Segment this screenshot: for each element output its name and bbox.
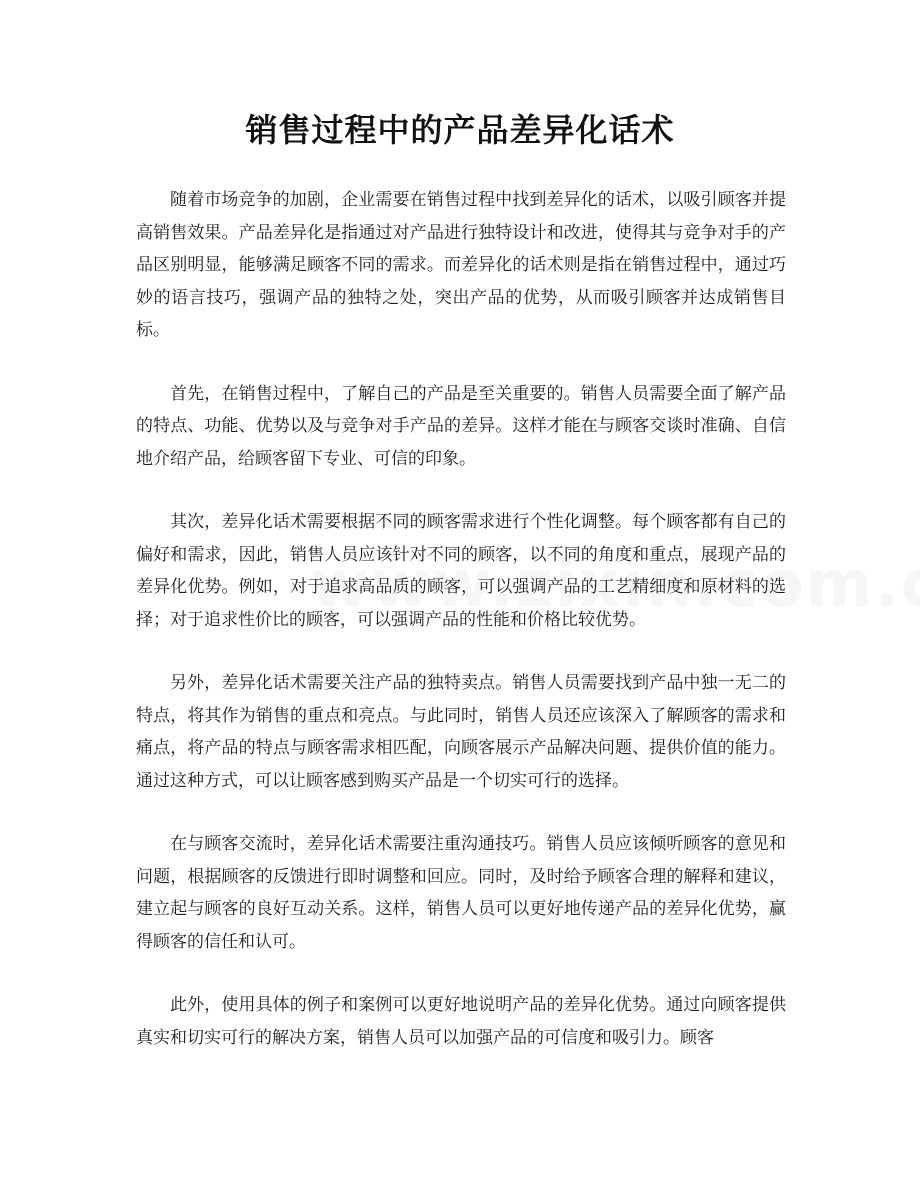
paragraph-6: 此外，使用具体的例子和案例可以更好地说明产品的差异化优势。通过向顾客提供真实和切实可行的解决方案，销售人员可以加强产品的可信度和吸引力。顾客 [136, 995, 786, 1048]
paragraph-2: 首先，在销售过程中，了解自己的产品是至关重要的。销售人员需要全面了解产品的特点、功能、优势以及与竞争对手产品的差异。这样才能在与顾客交谈时准确、自信地介绍产品，给顾客留下专业、可信的印象。 [136, 383, 786, 469]
document-body [136, 184, 786, 1085]
paragraph-3: 其次，差异化话术需要根据不同的顾客需求进行个性化调整。每个顾客都有自己的偏好和需求，因此，销售人员应该针对不同的顾客，以不同的角度和重点，展现产品的差异化优势。例如，对于追求高品质的顾客，可以强调产品的工艺精细度和原材料的选择；对于追求性价比的顾客，可以强调产品的性能和价格比较优势。 [136, 512, 786, 630]
paragraph-5: 在与顾客交流时，差异化话术需要注重沟通技巧。销售人员应该倾听顾客的意见和问题，根据顾客的反馈进行即时调整和回应。同时，及时给予顾客合理的解释和建议，建立起与顾客的良好互动关系。这样，销售人员可以更好地传递产品的差异化优势，赢得顾客的信任和认可。 [136, 834, 786, 952]
paragraph-4: 另外，差异化话术需要关注产品的独特卖点。销售人员需要找到产品中独一无二的特点，将其作为销售的重点和亮点。与此同时，销售人员还应该深入了解顾客的需求和痛点，将产品的特点与顾客需求相匹配，向顾客展示产品解决问题、提供价值的能力。通过这种方式，可以让顾客感到购买产品是一个切实可行的选择。 [136, 673, 786, 791]
page-title: 销售过程中的产品差异化话术 [245, 111, 675, 149]
paragraph-1: 随着市场竞争的加剧，企业需要在销售过程中找到差异化的话术，以吸引顾客并提高销售效果。产品差异化是指通过对产品进行独特设计和改进，使得其与竞争对手的产品区别明显，能够满足顾客不同的需求。而差异化的话术则是指在销售过程中，通过巧妙的语言技巧，强调产品的独特之处，突出产品的优势，从而吸引顾客并达成销售目标。 [136, 190, 786, 340]
